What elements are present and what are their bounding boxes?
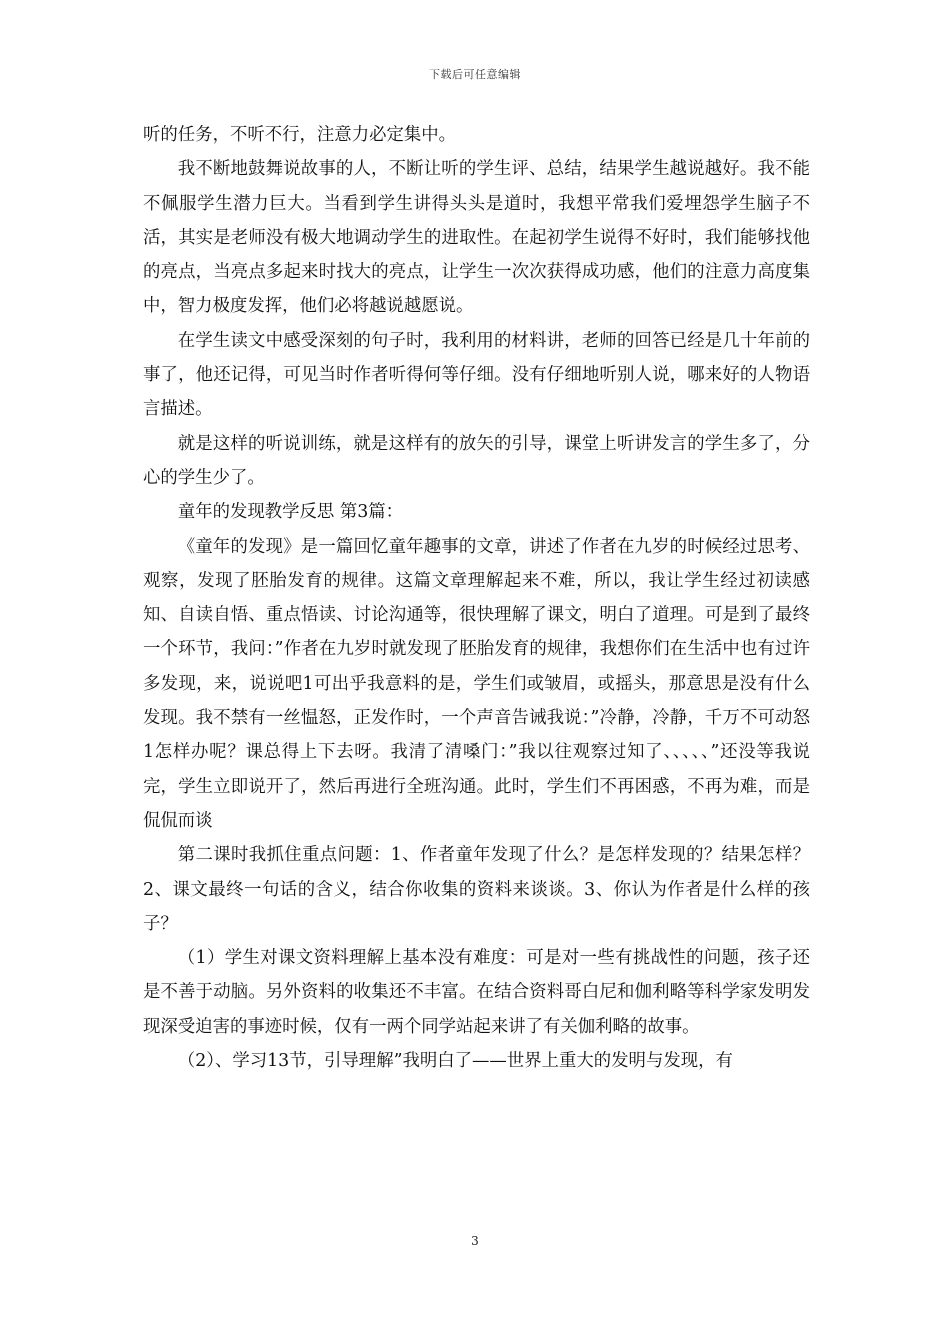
section-heading: 童年的发现教学反思 第3篇： bbox=[177, 502, 404, 523]
paragraph: （2）、学习13节，引导理解”我明白了——世界上重大的发明与发现，有 bbox=[177, 1051, 733, 1072]
page-number: 3 bbox=[471, 1234, 479, 1248]
paragraph: 《童年的发现》是一篇回忆童年趣事的文章，讲述了作者在九岁的时候经过思考、观察，发现了胚胎发育的规律。这篇文章理解起来不难，所以，我让学生经过初读感知、自读自悟、重点悟读、讨论沟通等，很快理解了课文，明白了道理。可是到了最终一个环节，我问：”作者在九岁时就发现了胚胎发育的规律，我想你们在生活中也有过许多发现，来，说说吧1可出乎我意料的是，学生们或皱眉，或摇头，那意思是没有什么发现。我不禁有一丝愠怒，正发作时，一个声音告诫我说：”冷静，冷静，千万不可动怒1怎样办呢？课总得上下去呀。我清了清嗓门：”我以往观察过知了、、、、、”还没等我说完，学生立即说开了，然后再进行全班沟通。此时，学生们不再困惑，不再为难，而是侃侃而谈 bbox=[143, 536, 810, 831]
paragraph-continuation: 听的任务，不听不行，注意力必定集中。 bbox=[143, 125, 457, 145]
page-header: 下载后可任意编辑 bbox=[429, 68, 521, 81]
paragraph: 在学生读文中感受深刻的句子时，我利用的材料讲，老师的回答已经是几十年前的事了，他还记得，可见当时作者听得何等仔细。没有仔细地听别人说，哪来好的人物语言描述。 bbox=[143, 330, 810, 420]
paragraph: （1）学生对课文资料理解上基本没有难度：可是对一些有挑战性的问题，孩子还是不善于动脑。另外资料的收集还不丰富。在结合资料哥白尼和伽利略等科学家发明发现深受迫害的事迹时候，仅有一两个同学站起来讲了有关伽利略的故事。 bbox=[143, 948, 810, 1037]
document-body bbox=[143, 118, 810, 1078]
paragraph: 我不断地鼓舞说故事的人，不断让听的学生评、总结，结果学生越说越好。我不能不佩服学生潜力巨大。当看到学生讲得头头是道时，我想平常我们爱埋怨学生脑子不活，其实是老师没有极大地调动学生的进取性。在起初学生说得不好时，我们能够找他的亮点，当亮点多起来时找大的亮点，让学生一次次获得成功感，他们的注意力高度集中，智力极度发挥，他们必将越说越愿说。 bbox=[143, 159, 810, 317]
paragraph: 就是这样的听说训练，就是这样有的放矢的引导，课堂上听讲发言的学生多了，分心的学生少了。 bbox=[143, 433, 810, 488]
paragraph: 第二课时我抓住重点问题：1、作者童年发现了什么？是怎样发现的？结果怎样？2、课文最终一句话的含义，结合你收集的资料来谈谈。3、你认为作者是什么样的孩子？ bbox=[143, 845, 810, 934]
